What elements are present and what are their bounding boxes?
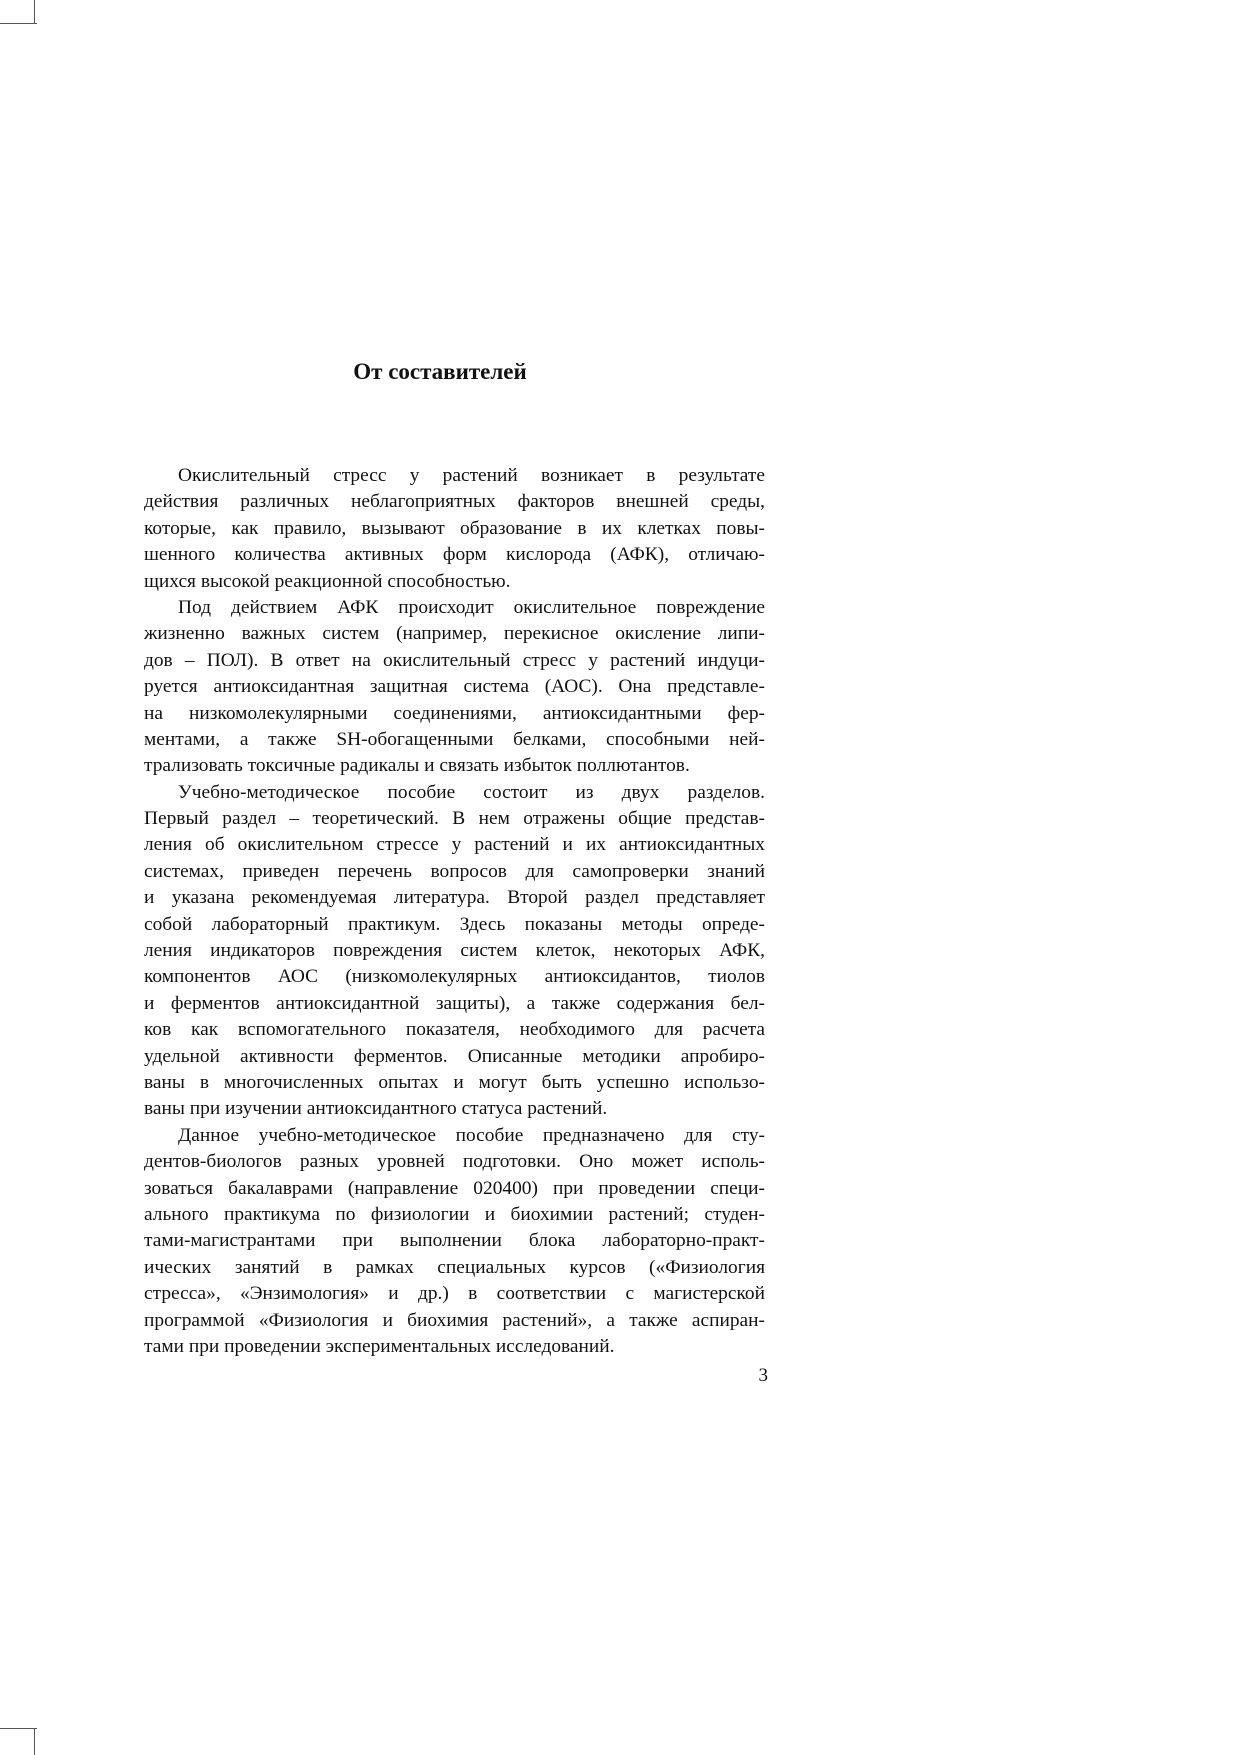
text-line: компонентов АОС (низкомолекулярных антиоксидантов, тиолов — [144, 966, 765, 988]
text-line: программой «Физиология и биохимия растений», а также аспиран- — [144, 1309, 765, 1331]
text-line: ального практикума по физиологии и биохимии растений; студен- — [144, 1203, 765, 1225]
text-line: дов – ПОЛ). В ответ на окислительный стресс у растений индуци- — [144, 649, 765, 671]
page-number: 3 — [758, 1365, 768, 1386]
text-line: зоваться бакалаврами (направление 020400) при проведении специ- — [144, 1177, 765, 1199]
text-line: на низкомолекулярными соединениями, антиоксидантными фер- — [144, 702, 765, 724]
text-line: системах, приведен перечень вопросов для самопроверки знаний — [144, 860, 765, 882]
text-line: ических занятий в рамках специальных курсов («Физиология — [144, 1256, 765, 1278]
text-line: и указана рекомендуемая литература. Второй раздел представляет — [144, 887, 765, 909]
text-line: тами-магистрантами при выполнении блока лабораторно-практ- — [144, 1230, 765, 1252]
paragraph-2 — [144, 595, 765, 780]
text-line: ваны при изучении антиоксидантного статуса растений. — [144, 1098, 608, 1120]
paragraph-3 — [144, 780, 765, 1123]
text-line: шенного количества активных форм кислорода (АФК), отличаю- — [144, 544, 765, 566]
text-line: Под действием АФК происходит окислительное повреждение — [178, 596, 765, 618]
text-line: жизненно важных систем (например, перекисное окисление липи- — [144, 623, 765, 645]
text-line: дентов-биологов разных уровней подготовки. Оно может исполь- — [144, 1151, 765, 1173]
text-line: Окислительный стресс у растений возникает в результате — [178, 465, 765, 486]
text-line: собой лабораторный практикум. Здесь показаны методы опреде- — [144, 913, 765, 935]
text-line: ментами, а также SH-обогащенными белками, способными ней- — [144, 728, 765, 750]
crop-mark-top-horizontal — [0, 23, 37, 24]
paragraph-1 — [144, 463, 765, 595]
crop-mark-top-vertical — [34, 0, 35, 24]
text-line: действия различных неблагоприятных факторов внешней среды, — [144, 491, 765, 513]
text-line: ления об окислительном стрессе у растений и их антиоксидантных — [144, 834, 765, 856]
text-line: трализовать токсичные радикалы и связать избыток поллютантов. — [144, 755, 690, 777]
text-line: ваны в многочисленных опытах и могут быть успешно использо- — [144, 1071, 765, 1093]
text-line: ков как вспомогательного показателя, необходимого для расчета — [144, 1019, 765, 1041]
text-line: которые, как правило, вызывают образование в их клетках повы- — [144, 517, 765, 539]
text-line: руется антиоксидантная защитная система (АОС). Она представле- — [144, 676, 765, 698]
text-line: ления индикаторов повреждения систем клеток, некоторых АФК, — [144, 940, 765, 962]
text-line: удельной активности ферментов. Описанные методики апробиро- — [144, 1045, 765, 1067]
body-text — [144, 463, 765, 1360]
text-line: Данное учебно-методическое пособие предназначено для сту- — [178, 1124, 765, 1146]
page-title: От составителей — [353, 359, 527, 384]
text-line: и ферментов антиоксидантной защиты), а также содержания бел- — [144, 992, 765, 1014]
text-line: Первый раздел – теоретический. В нем отражены общие представ- — [144, 808, 765, 830]
text-line: Учебно-методическое пособие состоит из двух разделов. — [178, 781, 765, 803]
text-line: щихся высокой реакционной способностью. — [144, 570, 511, 592]
crop-mark-bottom-vertical — [34, 1728, 35, 1755]
text-line: стресса», «Энзимология» и др.) в соответствии с магистерской — [144, 1283, 765, 1305]
paragraph-4 — [144, 1123, 765, 1361]
text-line: тами при проведении экспериментальных исследований. — [144, 1335, 615, 1357]
crop-mark-bottom-horizontal — [0, 1728, 37, 1729]
